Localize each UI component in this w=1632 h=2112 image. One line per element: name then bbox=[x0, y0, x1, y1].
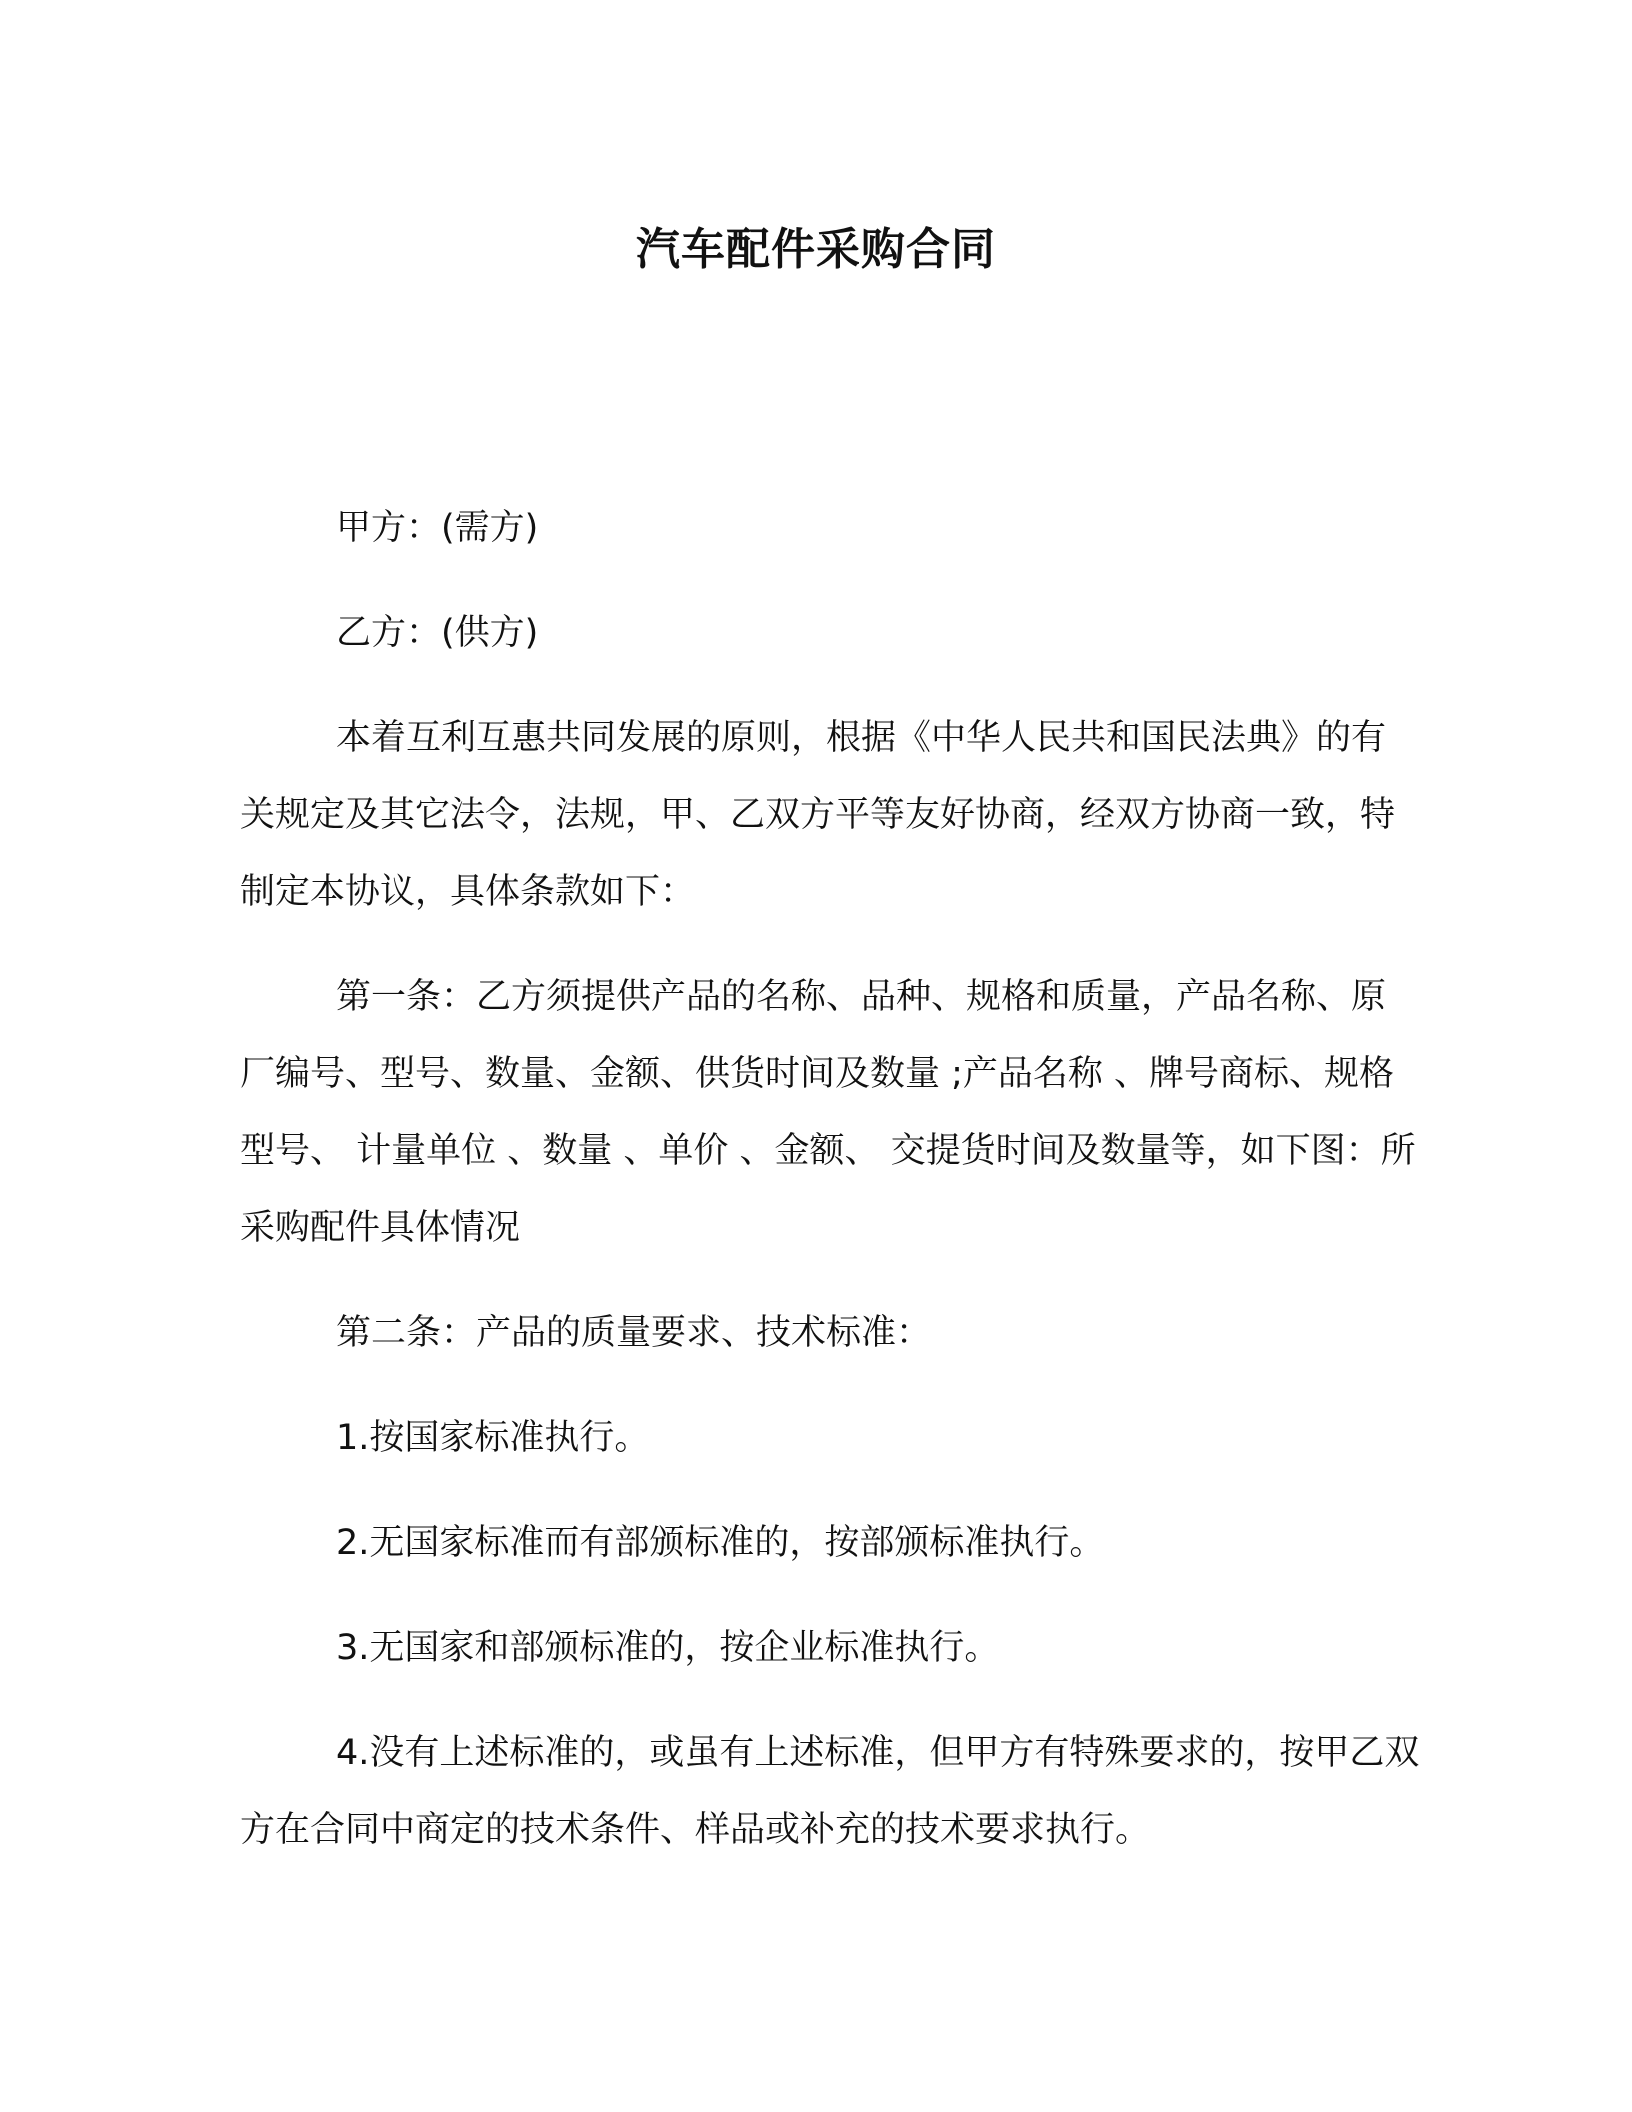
standard-item-3: 3.无国家和部颁标准的，按企业标准执行。 bbox=[336, 1628, 1000, 1668]
article-2-heading: 第二条：产品的质量要求、技术标准： bbox=[336, 1313, 932, 1353]
preamble-paragraph: 本着互利互惠共同发展的原则，根据《中华人民共和国民法典》的有关规定及其它法令，法规，甲、乙双方平等友好协商，经双方协商一致，特制定本协议，具体条款如下： bbox=[240, 718, 1396, 912]
party-a-line: 甲方：(需方) bbox=[336, 508, 539, 548]
standard-item-2: 2.无国家标准而有部颁标准的，按部颁标准执行。 bbox=[336, 1523, 1105, 1563]
document-body bbox=[240, 490, 1420, 1897]
standard-item-1: 1.按国家标准执行。 bbox=[336, 1418, 650, 1458]
party-b-line: 乙方：(供方) bbox=[336, 613, 539, 653]
standard-item-4: 4.没有上述标准的，或虽有上述标准，但甲方有特殊要求的，按甲乙双方在合同中商定的技术条件、样品或补充的技术要求执行。 bbox=[240, 1733, 1420, 1850]
document-title: 汽车配件采购合同 bbox=[636, 224, 996, 275]
article-1-paragraph: 第一条：乙方须提供产品的名称、品种、规格和质量，产品名称、原厂编号、型号、数量、金额、供货时间及数量 ;产品名称 、牌号商标、规格型号、 计量单位 、数量 、单价 、金额、 交提货时间及数量等，如下图：所采购配件具体情况 bbox=[240, 977, 1416, 1248]
